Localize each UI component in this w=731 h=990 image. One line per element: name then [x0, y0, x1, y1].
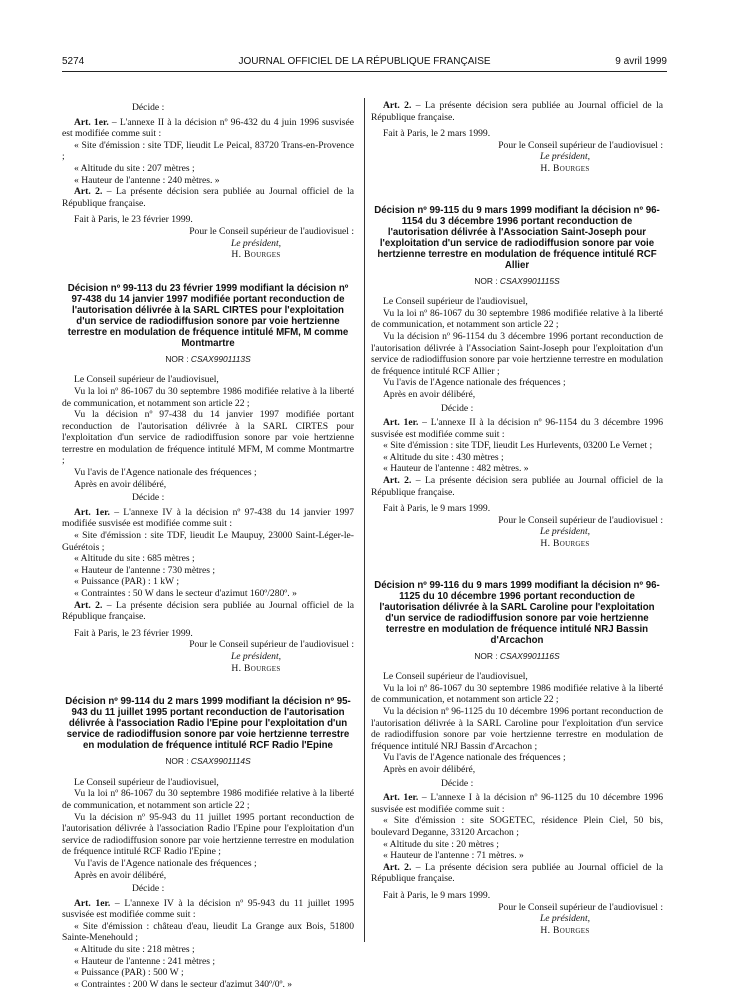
- signatory-name: H. Bourges: [540, 162, 590, 174]
- list-item: Vu l'avis de l'Agence nationale des fréquences ;: [383, 752, 566, 764]
- modification-list: [371, 440, 663, 475]
- list-item: « Contraintes : 50 W dans le secteur d'azimut 160º/280º. »: [74, 588, 297, 599]
- list-item: Le Conseil supérieur de l'audiovisuel,: [74, 776, 219, 788]
- decision-title: Décision nº 99-115 du 9 mars 1999 modifiant la décision nº 96-1154 du 3 décembre 1996 portant reconduction de l'autorisation délivrée à l'Association Saint-Joseph pour l'exploitation d'un service de radiodiffusion sonore par voie hertzienne terrestre en modulation de fréquence intitulé RCF Allier: [374, 204, 660, 271]
- preamble: [62, 777, 354, 881]
- list-item: Vu l'avis de l'Agence nationale des fréquences ;: [74, 857, 257, 869]
- article-label: Art. 1er.: [74, 116, 109, 128]
- list-item: Vu la décision nº 96-1154 du 3 décembre 1996 portant reconduction de l'autorisation délivrée à l'Association Saint-Joseph pour l'exploitation d'un service de radiodiffusion sonore par voie hertzienne terrestre en modulation de fréquence intitulé RCF Allier ;: [371, 330, 663, 377]
- list-item: Vu la loi nº 86-1067 du 30 septembre 1986 modifiée relative à la liberté de communication, et notamment son article 22 ;: [371, 682, 663, 706]
- preamble: [371, 296, 663, 400]
- list-item: « Contraintes : 200 W dans le secteur d'azimut 340º/0º. »: [74, 978, 293, 990]
- list-item: « Site d'émission : site SOGETEC, résidence Plein Ciel, 50 bis, boulevard Deganne, 33120 Arcachon ;: [371, 815, 663, 838]
- preamble: [62, 374, 354, 490]
- decide-heading: Décide :: [441, 402, 474, 414]
- list-item: « Puissance (PAR) : 500 W ;: [74, 967, 184, 979]
- page-header: [62, 56, 667, 70]
- list-item: « Site d'émission : site TDF, lieudit Le Maupuy, 23000 Saint-Léger-le-Guérétois ;: [62, 530, 354, 553]
- list-item: « Hauteur de l'antenne : 730 mètres ;: [74, 564, 216, 576]
- list-item: « Hauteur de l'antenne : 240 mètres. »: [74, 174, 220, 186]
- decide-heading: Décide :: [132, 492, 165, 504]
- list-item: « Site d'émission : site TDF, lieudit Les Hurlevents, 03200 Le Vernet ;: [383, 440, 653, 452]
- list-item: « Altitude du site : 430 mètres ;: [383, 451, 504, 463]
- signatory-title: Le président,: [539, 151, 591, 163]
- list-item: Après en avoir délibéré,: [383, 763, 476, 775]
- article-2: Art. 2. – La présente décision sera publiée au Journal officiel de la République française.: [371, 100, 664, 123]
- list-item: Vu la loi nº 86-1067 du 30 septembre 1986 modifiée relative à la liberté de communication, et notamment son article 22 ;: [371, 307, 663, 331]
- article-2: [62, 186, 354, 209]
- list-item: Vu la loi nº 86-1067 du 30 septembre 1986 modifiée relative à la liberté de communication, et notamment son article 22 ;: [62, 788, 354, 811]
- nor-reference: NOR : CSAX9901116S: [474, 650, 560, 661]
- done-at: Fait à Paris, le 23 février 1999.: [74, 214, 193, 226]
- list-item: Après en avoir délibéré,: [74, 869, 167, 881]
- list-item: Le Conseil supérieur de l'audiovisuel,: [383, 671, 528, 683]
- preamble: [371, 671, 663, 775]
- article-1: Art. 1er. – L'annexe I à la décision nº 96-1125 du 10 décembre 1996 susvisée est modifiée comme suit :: [371, 792, 663, 815]
- list-item: Vu l'avis de l'Agence nationale des fréquences ;: [74, 467, 257, 479]
- decide-heading: Décide :: [132, 883, 165, 895]
- done-at: Fait à Paris, le 9 mars 1999.: [383, 503, 491, 515]
- decision-title: Décision nº 99-113 du 23 février 1999 modifiant la décision nº 97-438 du 14 janvier 1997 modifiée portant reconduction de l'autorisation délivrée à la SARL CIRTES pour l'exploitation d'un service de radiodiffusion sonore par voie hertzienne terrestre en modulation de fréquence intitulé MFM, M comme Montmartre: [67, 282, 349, 349]
- signatory-name: H. Bourges: [231, 662, 281, 674]
- list-item: « Altitude du site : 207 mètres ;: [74, 162, 195, 174]
- signatory-name: H. Bourges: [540, 538, 590, 550]
- done-at: Fait à Paris, le 9 mars 1999.: [383, 889, 491, 901]
- signatory-name: H. Bourges: [231, 249, 281, 261]
- article-2: Art. 2. – La présente décision sera publiée au Journal officiel de la République française.: [62, 599, 355, 623]
- signatory-title: Le président,: [539, 526, 591, 538]
- list-item: Le Conseil supérieur de l'audiovisuel,: [74, 374, 219, 386]
- modification-list: [62, 140, 354, 186]
- list-item: « Puissance (PAR) : 1 kW ;: [74, 576, 180, 588]
- decision-title: Décision nº 99-116 du 9 mars 1999 modifiant la décision nº 96-1125 du 10 décembre 1996 portant reconduction de l'autorisation délivrée à la SARL Caroline pour l'exploitation d'un service de radiodiffusion sonore par voie hertzienne terrestre en modulation de fréquence intitulé NRJ Bassin d'Arcachon: [374, 579, 660, 646]
- list-item: « Altitude du site : 218 mètres ;: [74, 944, 195, 956]
- article-2: Art. 2. – La présente décision sera publiée au Journal officiel de la République française.: [371, 861, 664, 885]
- article-text: – La présente décision sera publiée au Journal officiel de la République française.: [62, 186, 355, 209]
- nor-reference: NOR : CSAX9901115S: [474, 275, 560, 286]
- signatory-name: H. Bourges: [540, 924, 590, 936]
- article-1: [62, 117, 354, 140]
- issue-date: 9 avril 1999: [615, 56, 667, 67]
- journal-title: JOURNAL OFFICIEL DE LA RÉPUBLIQUE FRANÇAISE: [238, 56, 491, 67]
- article-1: Art. 1er. – L'annexe IV à la décision nº 97-438 du 14 janvier 1997 modifiée susvisée est modifiée comme suit :: [62, 506, 354, 530]
- signature-line: Pour le Conseil supérieur de l'audiovisuel :: [498, 139, 663, 151]
- list-item: « Site d'émission : château d'eau, lieudit La Grange aux Bois, 51800 Sainte-Menehould ;: [62, 920, 354, 944]
- list-item: Vu la décision nº 95-943 du 11 juillet 1995 portant reconduction de l'autorisation délivrée à l'association Radio l'Epine pour l'exploitation d'un service de radiodiffusion sonore par voie hertzienne terrestre en modulation de fréquence intitulé RCF Radio l'Epine ;: [62, 811, 354, 858]
- column-divider: [364, 98, 365, 942]
- modification-list: [62, 530, 354, 600]
- nor-reference: NOR : CSAX9901114S: [165, 756, 251, 767]
- article-label: Art. 2.: [74, 186, 103, 198]
- left-column: [62, 100, 354, 990]
- list-item: Vu la décision nº 96-1125 du 10 décembre 1996 portant reconduction de l'autorisation délivrée à la SARL Caroline pour l'exploitation d'un service de radiodiffusion sonore par voie hertzienne terrestre en modulation de fréquence intitulé NRJ Bassin d'Arcachon ;: [371, 706, 663, 752]
- signature-line: Pour le Conseil supérieur de l'audiovisuel :: [189, 225, 354, 237]
- list-item: Après en avoir délibéré,: [383, 388, 476, 400]
- right-column: [371, 100, 663, 936]
- list-item: Vu la loi nº 86-1067 du 30 septembre 1986 modifiée relative à la liberté de communication, et notamment son article 22 ;: [62, 385, 354, 409]
- article-text: – L'annexe II à la décision nº 96-432 du 4 juin 1996 susvisée est modifiée comme suit :: [62, 116, 354, 140]
- page-number: 5274: [62, 56, 85, 67]
- decide-heading: Décide :: [132, 102, 165, 113]
- signatory-title: Le président,: [539, 913, 591, 925]
- list-item: « Hauteur de l'antenne : 71 mètres. »: [383, 850, 524, 862]
- nor-reference: NOR : CSAX9901113S: [165, 353, 251, 364]
- modification-list: [62, 921, 354, 990]
- article-1: Art. 1er. – L'annexe IV à la décision nº 95-943 du 11 juillet 1995 susvisée est modifiée comme suit :: [62, 897, 354, 921]
- list-item: Après en avoir délibéré,: [74, 478, 167, 490]
- modification-list: [371, 815, 663, 861]
- header-rule: [62, 71, 667, 72]
- signature-line: Pour le Conseil supérieur de l'audiovisuel :: [498, 901, 663, 913]
- list-item: Le Conseil supérieur de l'audiovisuel,: [383, 296, 528, 308]
- list-item: « Altitude du site : 685 mètres ;: [74, 553, 195, 565]
- article-2: Art. 2. – La présente décision sera publiée au Journal officiel de la République française.: [371, 475, 664, 498]
- list-item: « Hauteur de l'antenne : 241 mètres ;: [74, 955, 216, 967]
- signatory-title: Le président,: [230, 650, 282, 662]
- signature-line: Pour le Conseil supérieur de l'audiovisuel :: [498, 514, 663, 526]
- decide-heading: Décide :: [441, 777, 474, 789]
- list-item: « Altitude du site : 20 mètres ;: [383, 838, 499, 850]
- done-at: Fait à Paris, le 23 février 1999.: [74, 627, 193, 639]
- signature-line: Pour le Conseil supérieur de l'audiovisuel :: [189, 639, 354, 651]
- list-item: Vu la décision nº 97-438 du 14 janvier 1997 modifiée portant reconduction de l'autorisation délivrée à la SARL CIRTES pour l'exploitation d'un service de radiodiffusion sonore par voie hertzienne terrestre en modulation de fréquence intitulé MFM, M comme Montmartre ;: [62, 409, 354, 467]
- article-1: Art. 1er. – L'annexe II à la décision nº 96-1154 du 3 décembre 1996 susvisée est modifiée comme suit :: [371, 417, 663, 440]
- list-item: « Site d'émission : site TDF, lieudit Le Peical, 83720 Trans-en-Provence ;: [62, 139, 354, 163]
- decision-title: Décision nº 99-114 du 2 mars 1999 modifiant la décision nº 95-943 du 11 juillet 1995 portant reconduction de l'autorisation délivrée à l'association Radio l'Epine pour l'exploitation d'un service de radiodiffusion sonore par voie hertzienne terrestre en modulation de fréquence intitulé RCF Radio l'Epine: [65, 696, 351, 752]
- list-item: « Hauteur de l'antenne : 482 mètres. »: [383, 463, 529, 475]
- done-at: Fait à Paris, le 2 mars 1999.: [383, 128, 491, 140]
- signatory-title: Le président,: [230, 237, 282, 249]
- list-item: Vu l'avis de l'Agence nationale des fréquences ;: [383, 377, 566, 389]
